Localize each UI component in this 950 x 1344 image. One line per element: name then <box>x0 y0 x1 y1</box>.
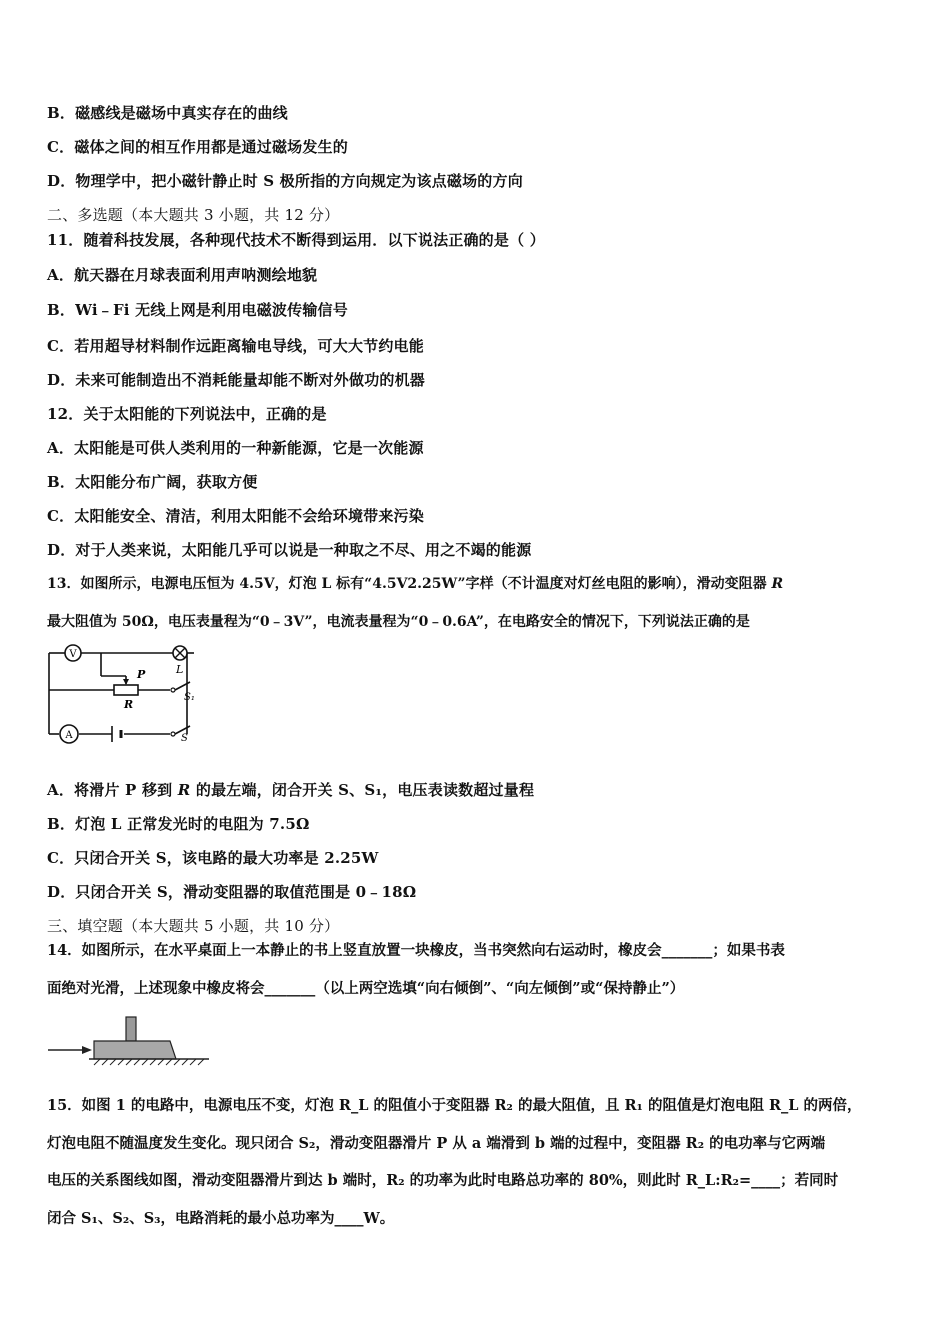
q13-option-b: B．灯泡 L 正常发光时的电阻为 7.5Ω <box>47 815 310 833</box>
q10-option-c: C．磁体之间的相互作用都是通过磁场发生的 <box>47 138 348 156</box>
q12-option-c: C．太阳能安全、清洁，利用太阳能不会给环境带来污染 <box>47 507 424 525</box>
q12-stem: 12．关于太阳能的下列说法中，正确的是 <box>47 405 327 423</box>
switch-label: S <box>181 733 188 744</box>
q13-option-a-text: A．将滑片 P 移到 <box>47 781 173 799</box>
q11-option-c: C．若用超导材料制作远距离输电导线，可大大节约电能 <box>47 337 424 355</box>
q13-circuit-diagram <box>44 642 194 746</box>
q14-line2: 面绝对光滑，上述现象中橡皮将会_______（以上两空选填“向右倾倒”、“向左倾倒”或“保持静止”） <box>47 980 685 997</box>
lamp-label: L <box>176 663 184 676</box>
section2-title: 二、多选题（本大题共 3 小题，共 12 分） <box>47 206 340 224</box>
q11-stem: 11．随着科技发展，各种现代技术不断得到运用．以下说法正确的是（ ） <box>47 231 545 249</box>
q10-option-b: B．磁感线是磁场中真实存在的曲线 <box>47 104 288 122</box>
q10-option-d: D．物理学中，把小磁针静止时 S 极所指的方向规定为该点磁场的方向 <box>47 172 523 190</box>
q13-stem-line2: 最大阻值为 50Ω，电压表量程为“0﹣3V”，电流表量程为“0﹣0.6A”，在电路安全的情况下，下列说法正确的是 <box>47 614 750 630</box>
q12-option-d: D．对于人类来说，太阳能几乎可以说是一种取之不尽、用之不竭的能源 <box>47 541 532 559</box>
q11-option-d: D．未来可能制造出不消耗能量却能不断对外做功的机器 <box>47 371 426 389</box>
q15-line1: 15．如图 1 的电路中，电源电压不变，灯泡 R_L 的阻值小于变阻器 R₂ 的最大阻值，且 R₁ 的阻值是灯泡电阻 R_L 的两倍， <box>47 1097 862 1114</box>
book <box>94 1041 176 1059</box>
q13-option-d: D．只闭合开关 S，滑动变阻器的取值范围是 0﹣18Ω <box>47 883 417 901</box>
q13-stem-var: R <box>766 576 784 592</box>
q13-option-c: C．只闭合开关 S，该电路的最大功率是 2.25W <box>47 849 379 867</box>
q12-option-b: B．太阳能分布广阔，获取方便 <box>47 473 258 491</box>
q13-option-a-text-2: 的最左端，闭合开关 S、S₁，电压表读数超过量程 <box>195 781 535 799</box>
voltmeter-label: V <box>69 649 77 660</box>
q14-line1: 14．如图所示，在水平桌面上一本静止的书上竖直放置一块橡皮，当书突然向右运动时，橡皮会_______；如果书表 <box>47 942 785 959</box>
q12-option-a: A．太阳能是可供人类利用的一种新能源，它是一次能源 <box>47 439 424 457</box>
q13-option-a <box>47 780 534 800</box>
q15-line2: 灯泡电阻不随温度发生变化。现只闭合 S₂，滑动变阻器滑片 P 从 a 端滑到 b 端的过程中，变阻器 R₂ 的电功率与它两端 <box>47 1135 826 1152</box>
section3-title: 三、填空题（本大题共 5 小题，共 10 分） <box>47 917 340 935</box>
eraser <box>126 1017 136 1041</box>
rheostat-label: R <box>124 698 134 711</box>
q13-option-a-var: R <box>172 781 196 799</box>
q11-option-a: A．航天器在月球表面利用声呐测绘地貌 <box>47 266 318 284</box>
q13-stem-text: 13．如图所示，电源电压恒为 4.5V，灯泡 L 标有“4.5V2.25W”字样（不计温度对灯丝电阻的影响），滑动变阻器 <box>47 576 767 592</box>
slider-label: P <box>137 668 146 681</box>
q14-book-eraser-figure <box>44 1013 214 1069</box>
switch1-label: S₁ <box>184 692 194 703</box>
q11-option-b: B．Wi﹣Fi 无线上网是利用电磁波传输信号 <box>47 301 348 319</box>
q15-line3: 电压的关系图线如图，滑动变阻器滑片到达 b 端时，R₂ 的功率为此时电路总功率的 80%，则此时 R_L:R₂=____；若同时 <box>47 1172 839 1189</box>
q15-line4: 闭合 S₁、S₂、S₃，电路消耗的最小总功率为____W。 <box>47 1210 395 1227</box>
ammeter-label: A <box>65 730 73 741</box>
q13-stem-line1 <box>47 574 783 594</box>
